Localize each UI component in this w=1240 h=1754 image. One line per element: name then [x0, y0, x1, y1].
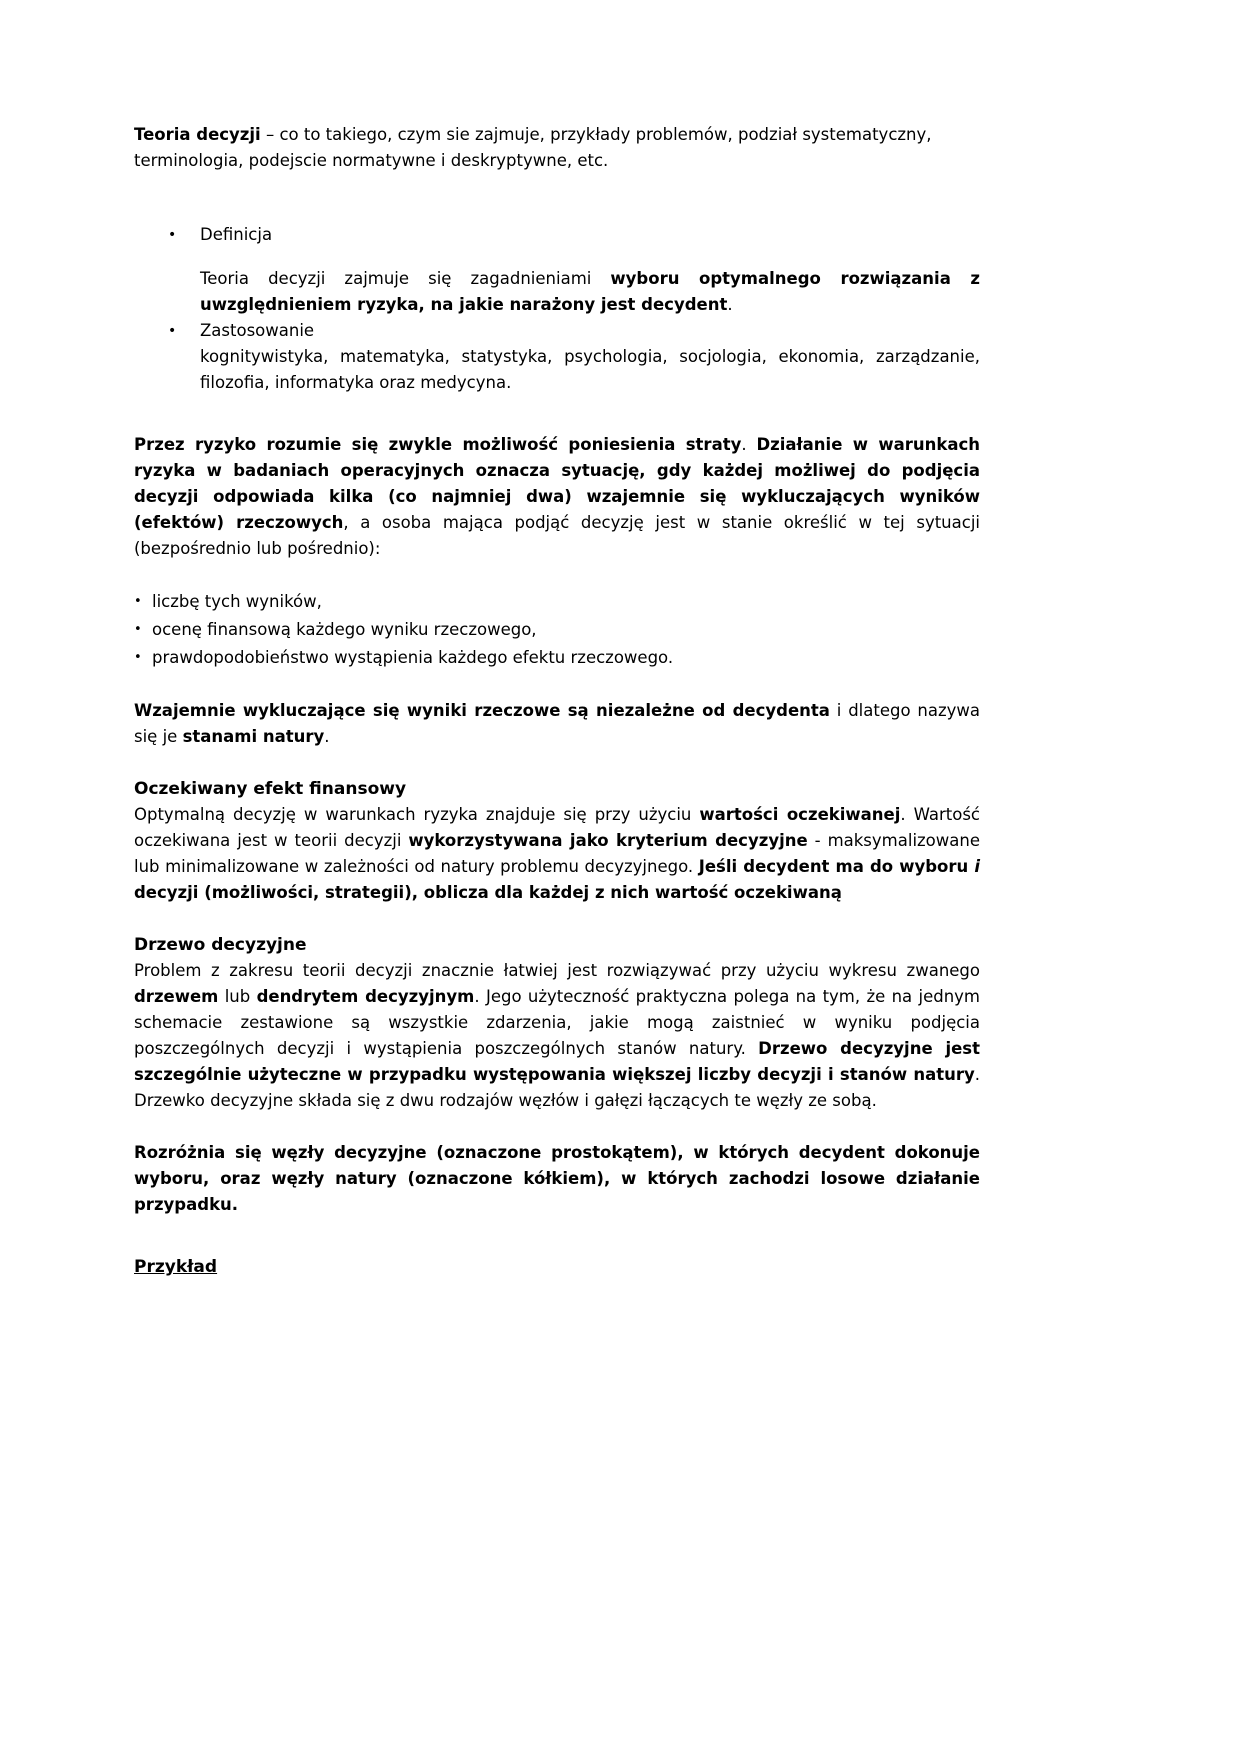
- list-item-zastosowanie: [134, 318, 980, 344]
- definicja-label: Definicja: [200, 225, 273, 244]
- expected-normal-3: - maksymalizowane lub minimalizowane w zależności od natury problemu decyzyjnego.: [134, 831, 980, 876]
- tree-normal-1: Problem z zakresu teorii decyzji znacznie łatwiej jest rozwiązywać przy użyciu wykresu zwanego: [134, 961, 980, 980]
- bullet-icon: •: [168, 227, 177, 243]
- expected-normal-2: . Wartość oczekiwana jest w teorii decyzji: [134, 805, 980, 850]
- list-item-text: ocenę finansową każdego wyniku rzeczowego,: [152, 620, 537, 639]
- list-item-text: prawdopodobieństwo wystąpienia każdego efektu rzeczowego.: [152, 648, 674, 667]
- exclusive-normal: i dlatego nazywa się je: [134, 701, 981, 746]
- expected-bold-3: Jeśli decydent ma do wyboru: [698, 857, 975, 876]
- expected-value-paragraph: [134, 802, 980, 906]
- risk-normal: , a osoba mająca podjąć decyzję jest w stanie określić w tej sytuacji (bezpośrednio lub pośrednio):: [134, 513, 980, 558]
- intro-paragraph: [134, 122, 980, 174]
- bullet-icon: •: [168, 323, 177, 339]
- tree-bold-2: dendrytem decyzyjnym: [256, 987, 475, 1006]
- risk-bold-1: Przez ryzyko rozumie się zwykle możliwość poniesienia straty: [134, 435, 742, 454]
- tree-normal-3: . Jego użyteczność praktyczna polega na tym, że na jednym schemacie zestawione są wszystkie zdarzenia, jakie mogą zaistnieć w wyniku podjęcia poszczególnych decyzji i wystąpienia poszczególnych stanów natury.: [134, 987, 980, 1058]
- expected-normal-1: Optymalną decyzję w warunkach ryzyka znajduje się przy użyciu: [134, 805, 700, 824]
- applications-paragraph: [200, 344, 980, 396]
- tree-bold-3: Drzewo decyzyjne jest szczególnie użyteczne w przypadku występowania większej liczby decyzji i stanów natury: [134, 1039, 981, 1084]
- definition-bold-text: wyboru optymalnego rozwiązania z uwzględnieniem ryzyka, na jakie narażony jest decydent: [200, 269, 980, 314]
- definition-text: Teoria decyzji zajmuje się zagadnieniami: [200, 269, 611, 288]
- definition-paragraph: [200, 266, 980, 318]
- bullet-icon: •: [134, 594, 142, 609]
- results-list: [134, 588, 980, 672]
- zastosowanie-label: Zastosowanie: [200, 321, 315, 340]
- exclusive-paragraph: [134, 698, 980, 750]
- list-item: [134, 644, 980, 672]
- expected-bold-2: wykorzystywana jako kryterium decyzyjne: [408, 831, 808, 850]
- exclusive-bold-1: Wzajemnie wykluczające się wyniki rzeczowe są niezależne od decydenta: [134, 701, 830, 720]
- expected-italic-i: i: [974, 857, 980, 876]
- bullet-icon: •: [134, 622, 142, 637]
- risk-sep: .: [741, 435, 757, 454]
- expected-bold-1: wartości oczekiwanej: [699, 805, 901, 824]
- list-item-definicja: [134, 222, 980, 248]
- nodes-paragraph: [134, 1140, 980, 1218]
- definition-period: .: [727, 295, 733, 314]
- intro-text: – co to takiego, czym sie zajmuje, przykłady problemów, podział systematyczny, terminologia, podejscie normatywne i deskryptywne, etc.: [134, 125, 932, 170]
- applications-text: kognitywistyka, matematyka, statystyka, psychologia, socjologia, ekonomia, zarządzanie, filozofia, informatyka oraz medycyna.: [200, 347, 980, 392]
- heading-example: Przykład: [134, 1257, 218, 1277]
- list-item: [134, 616, 980, 644]
- exclusive-period: .: [324, 727, 330, 746]
- heading-decision-tree: Drzewo decyzyjne: [134, 935, 307, 955]
- expected-bold-4: decyzji (możliwości, strategii), oblicza dla każdej z nich wartość oczekiwaną: [134, 883, 842, 902]
- heading-expected-financial-effect: Oczekiwany efekt finansowy: [134, 779, 407, 799]
- decision-tree-paragraph: [134, 958, 980, 1114]
- exclusive-bold-2: stanami natury: [182, 727, 325, 746]
- list-item-text: liczbę tych wyników,: [152, 592, 322, 611]
- nodes-text: Rozróżnia się węzły decyzyjne (oznaczone prostokątem), w których decydent dokonuje wyboru, oraz węzły natury (oznaczone kółkiem), w których zachodzi losowe działanie przypadku.: [134, 1143, 980, 1214]
- bullet-icon: •: [134, 650, 142, 665]
- list-item: [134, 588, 980, 616]
- tree-normal-4: . Drzewko decyzyjne składa się z dwu rodzajów węzłów i gałęzi łączących te węzły ze sobą.: [134, 1065, 980, 1110]
- intro-title: Teoria decyzji: [134, 125, 261, 144]
- tree-normal-2: lub: [218, 987, 257, 1006]
- risk-paragraph: [134, 432, 980, 562]
- risk-bold-2: Działanie w warunkach ryzyka w badaniach operacyjnych oznacza sytuację, gdy każdej możliwej do podjęcia decyzji odpowiada kilka (co najmniej dwa) wzajemnie się wykluczających wyników (efektów) rzeczowych: [134, 435, 980, 532]
- tree-bold-1: drzewem: [134, 987, 219, 1006]
